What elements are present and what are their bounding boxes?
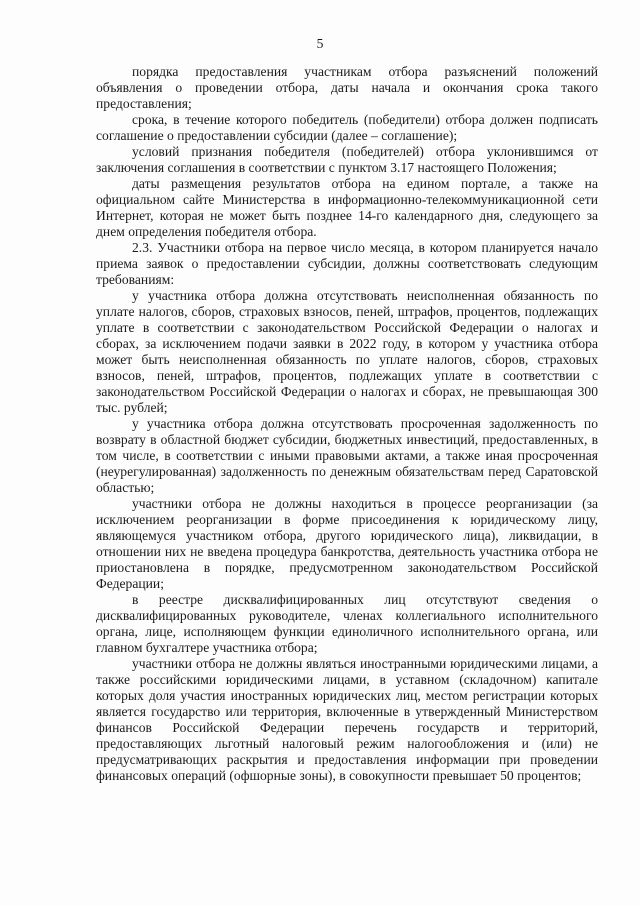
paragraph-clarification-procedure: порядка предоставления участникам отбора разъяснений положений объявления о проведении отбора, даты начала и окончания срока такого предоставления; [96, 64, 598, 111]
document-body [96, 64, 598, 784]
paragraph-tax-obligations: у участника отбора должна отсутствовать неисполненная обязанность по уплате налогов, сборов, страховых взносов, пеней, штрафов, процентов, подлежащих уплате в соответствии с законодательством Российской Федерации о налогах и сборах, за исключением подачи заявки в 2022 году, в котором у участника отбора может быть неисполненная обязанность по уплате налогов, сборов, страховых взносов, пеней, штрафов, процентов, подлежащих уплате в соответствии с законодательством Российской Федерации о налогах и сборах, не превышающая 300 тыс. рублей; [96, 288, 598, 415]
paragraph-reorganization: участники отбора не должны находиться в процессе реорганизации (за исключением реорганизации в форме присоединения к юридическому лицу, являющемуся участником отбора, другого юридического лица), ликвидации, в отношении них не введена процедура банкротства, деятельность участника отбора не приостановлена в порядке, предусмотренном законодательством Российской Федерации; [96, 496, 598, 591]
paragraph-results-publication-date: даты размещения результатов отбора на едином портале, а также на официальном сайте Министерства в информационно-телекоммуникационной сети Интернет, которая не может быть позднее 14-го календарного дня, следующего за днем определения победителя отбора. [96, 176, 598, 239]
page-number: 5 [316, 36, 324, 51]
paragraph-disqualified-persons: в реестре дисквалифицированных лиц отсутствуют сведения о дисквалифицированных руководителе, членах коллегиального исполнительного органа, лице, исполняющем функции единоличного исполнительного органа, или главном бухгалтере участника отбора; [96, 592, 598, 655]
paragraph-evasion-conditions: условий признания победителя (победителей) отбора уклонившимся от заключения соглашения в соответствии с пунктом 3.17 настоящего Положения; [96, 144, 598, 175]
paragraph-foreign-entities: участники отбора не должны являться иностранными юридическими лицами, а также российскими юридическими лицами, в уставном (складочном) капитале которых доля участия иностранных юридических лиц, местом регистрации которых является государство или территория, включенные в утвержденный Министерством финансов Российской Федерации перечень государств и территорий, предоставляющих льготный налоговый режим налогообложения и (или) не предусматривающих раскрытия и предоставления информации при проведении финансовых операций (офшорные зоны), в совокупности превышает 50 процентов; [96, 656, 598, 783]
paragraph-section-2-3-requirements: 2.3. Участники отбора на первое число месяца, в котором планируется начало приема заявок о предоставлении субсидии, должны соответствовать следующим требованиям: [96, 240, 598, 287]
paragraph-overdue-debt: у участника отбора должна отсутствовать просроченная задолженность по возврату в областной бюджет субсидии, бюджетных инвестиций, предоставленных, в том числе, в соответствии с иными правовыми актами, а также иная просроченная (неурегулированная) задолженность по денежным обязательствам перед Саратовской областью; [96, 416, 598, 495]
paragraph-agreement-deadline: срока, в течение которого победитель (победители) отбора должен подписать соглашение о предоставлении субсидии (далее – соглашение); [96, 112, 598, 143]
